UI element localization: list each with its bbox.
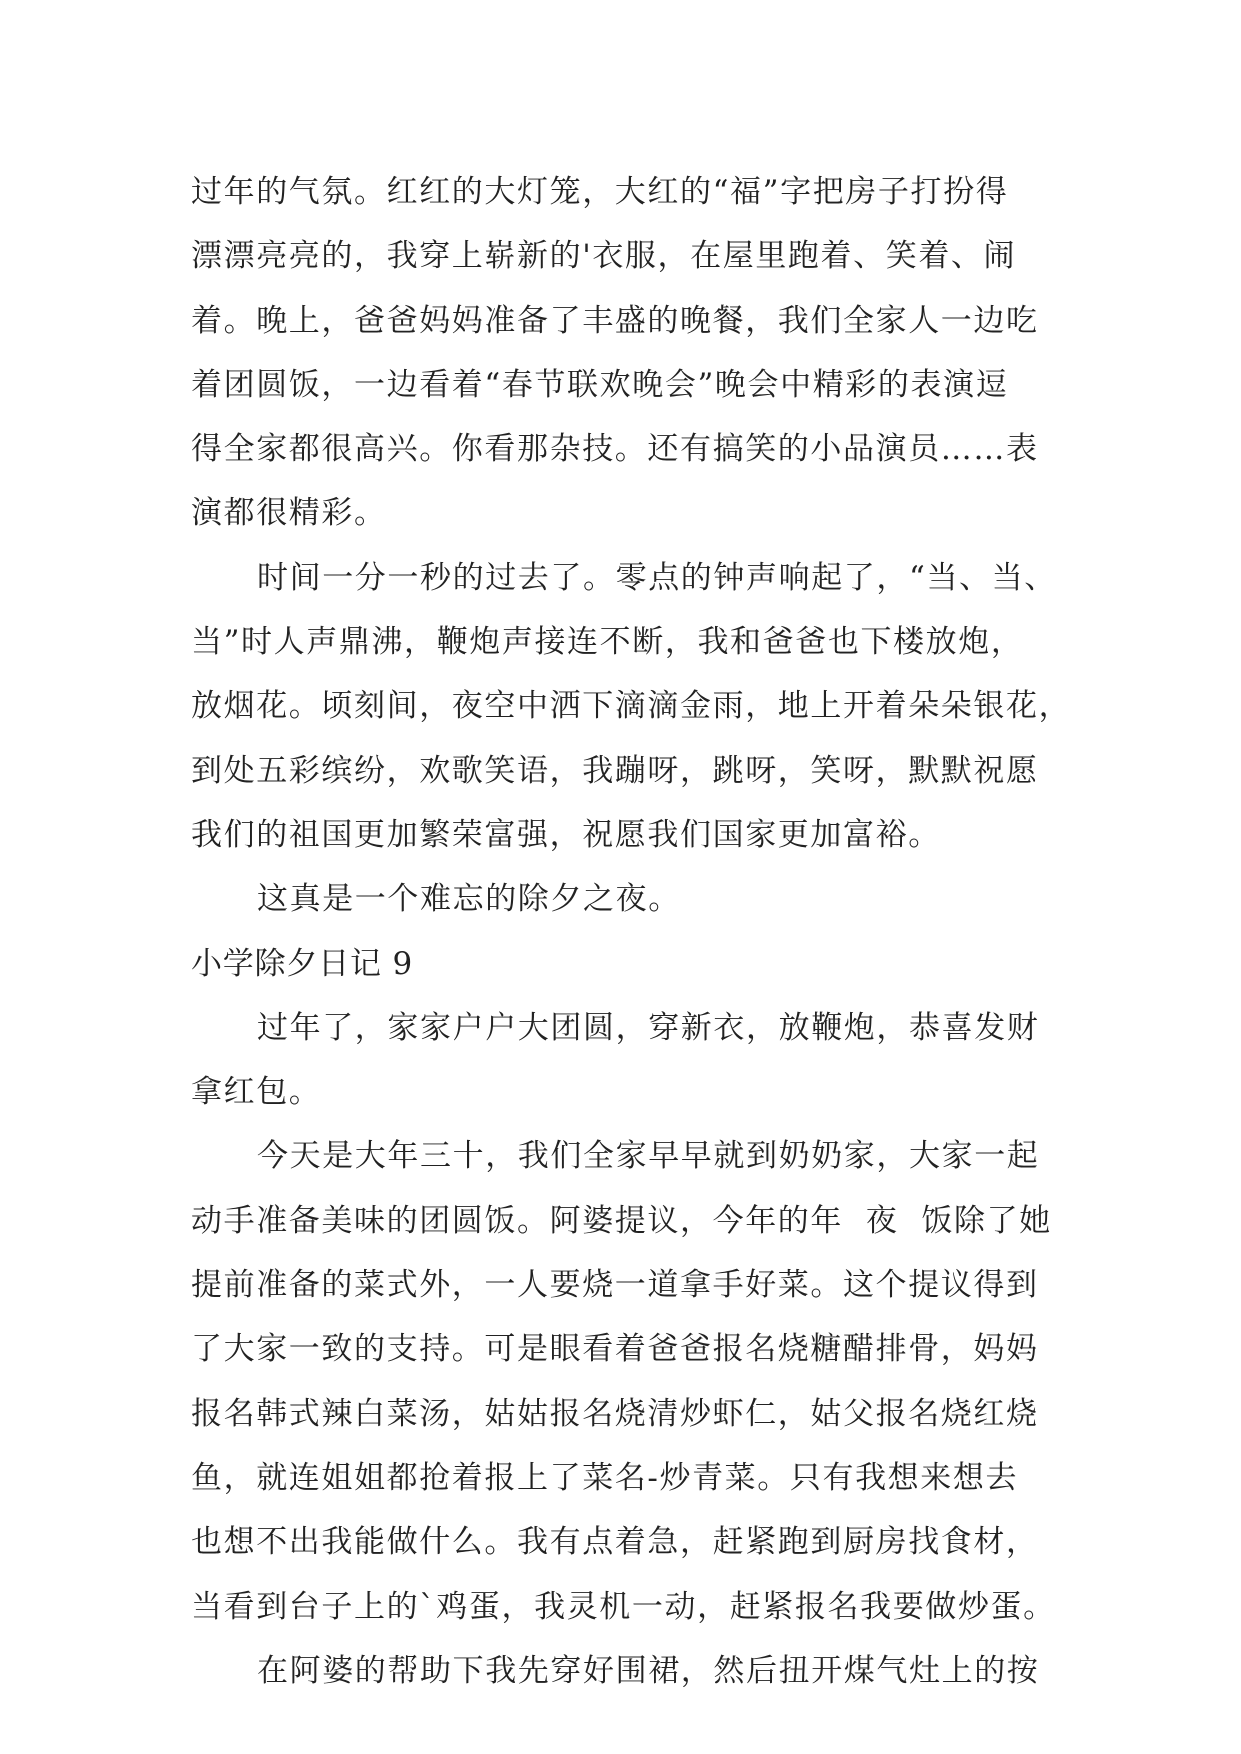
document-body — [191, 160, 1071, 1703]
body-text-line: 演都很精彩。 — [191, 495, 387, 532]
body-text-line: 过年的气氛。红红的大灯笼，大红的“福”字把房子打扮得 — [191, 174, 1009, 210]
body-text-line: 了大家一致的支持。可是眼看着爸爸报名烧糖醋排骨，妈妈 — [191, 1331, 1039, 1368]
body-text-line: 得全家都很高兴。你看那杂技。还有搞笑的小品演员……表 — [191, 431, 1039, 468]
body-text-line: 我们的祖国更加繁荣富强，祝愿我们国家更加富裕。 — [191, 816, 941, 853]
body-text-line: 动手准备美味的团圆饭。阿婆提议，今年的年 夜 饭除了她 — [191, 1202, 1052, 1239]
body-text-line: 报名韩式辣白菜汤，姑姑报名烧清炒虾仁，姑父报名烧红烧 — [191, 1395, 1039, 1432]
paragraph-first-line: 在阿婆的帮助下我先穿好围裙，然后扭开煤气灶上的按 — [257, 1652, 1040, 1689]
body-text-line: 到处五彩缤纷，欢歌笑语，我蹦呀，跳呀，笑呀，默默祝愿 — [191, 752, 1039, 789]
paragraph-first-line: 这真是一个难忘的除夕之夜。 — [257, 881, 681, 918]
paragraph-first-line: 今天是大年三十，我们全家早早就到奶奶家，大家一起 — [257, 1138, 1040, 1175]
body-text-line: 着。晚上，爸爸妈妈准备了丰盛的晚餐，我们全家人一边吃 — [191, 302, 1039, 339]
body-text-line: 当看到台子上的`鸡蛋，我灵机一动，赶紧报名我要做炒蛋。 — [191, 1588, 1056, 1625]
body-text-line: 漂漂亮亮的，我穿上崭新的'衣服，在屋里跑着、笑着、闹 — [191, 238, 1017, 275]
body-text-line: 放烟花。顷刻间，夜空中洒下滴滴金雨，地上开着朵朵银花， — [191, 688, 1072, 725]
body-text-line: 提前准备的菜式外，一人要烧一道拿手好菜。这个提议得到 — [191, 1267, 1039, 1304]
body-text-line: 也想不出我能做什么。我有点着急，赶紧跑到厨房找食材， — [191, 1524, 1039, 1561]
body-text-line: 拿红包。 — [191, 1074, 322, 1111]
paragraph-first-line: 过年了，家家户户大团圆，穿新衣，放鞭炮，恭喜发财 — [257, 1009, 1040, 1046]
paragraph-first-line: 时间一分一秒的过去了。零点的钟声响起了，“当、当、 — [257, 559, 1057, 596]
body-text-line: 鱼，就连姐姐都抢着报上了菜名-炒青菜。只有我想来想去 — [191, 1459, 1019, 1496]
body-text-line: 当”时人声鼎沸，鞭炮声接连不断，我和爸爸也下楼放炮， — [191, 624, 1024, 661]
body-text-line: 着团圆饭，一边看着“春节联欢晚会”晚会中精彩的表演逗 — [191, 366, 1009, 403]
section-heading: 小学除夕日记 9 — [191, 945, 413, 982]
